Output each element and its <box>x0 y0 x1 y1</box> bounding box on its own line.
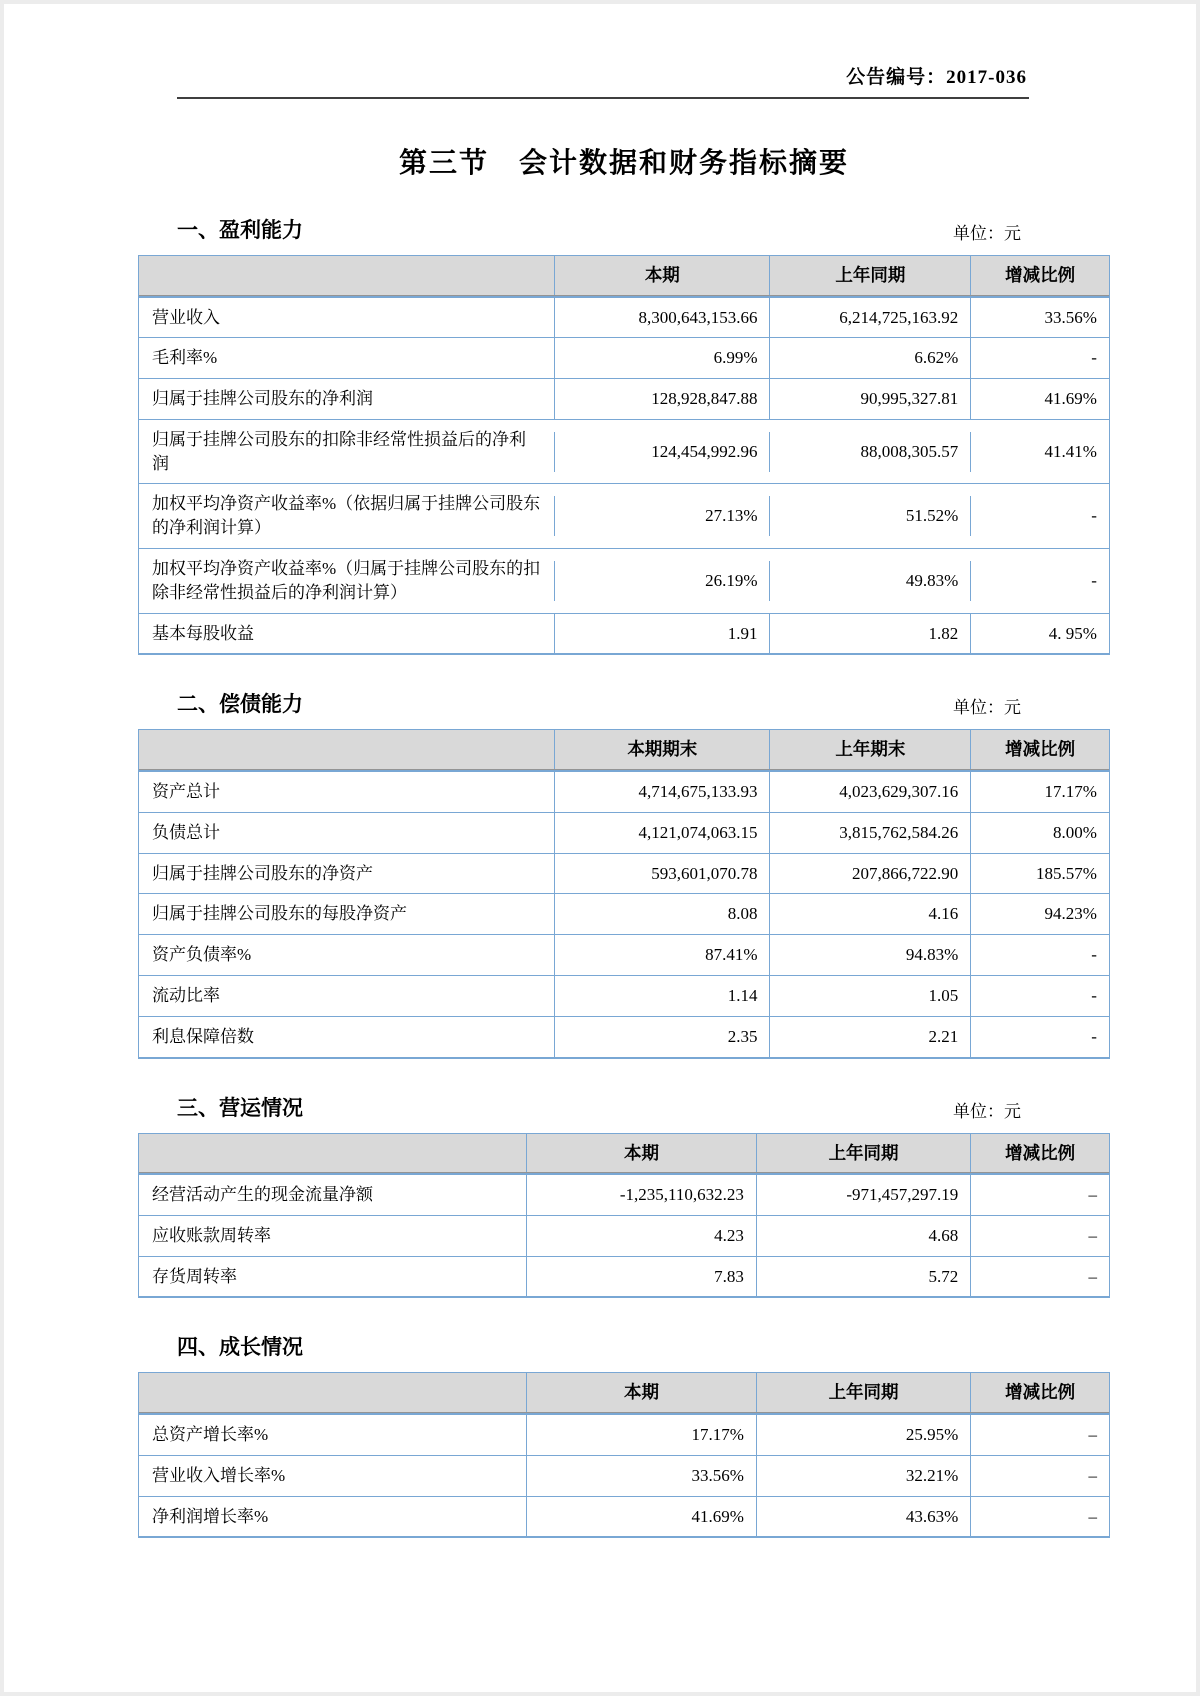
financial-section <box>138 688 1110 1058</box>
table-row <box>139 337 1109 378</box>
value-current: 17.17% <box>526 1415 756 1455</box>
value-change: - <box>970 561 1109 601</box>
unit-label: 单位：元 <box>953 698 1021 718</box>
table-header-row <box>139 256 1109 296</box>
financial-table <box>138 1133 1110 1299</box>
table-row <box>139 1215 1109 1256</box>
row-label: 资产总计 <box>152 781 220 801</box>
row-label: 利息保障倍数 <box>152 1026 254 1046</box>
section-header <box>138 214 1110 244</box>
column-header-blank <box>139 256 554 295</box>
value-current: 4,714,675,133.93 <box>554 772 769 812</box>
value-change: – <box>970 1497 1109 1537</box>
value-prior: 4.16 <box>769 894 970 934</box>
column-header: 增减比例 <box>970 1134 1109 1173</box>
unit-label: 单位：元 <box>953 1101 1021 1121</box>
table-row <box>139 893 1109 934</box>
value-prior: -971,457,297.19 <box>756 1175 970 1215</box>
table-row <box>139 483 1109 548</box>
table-row <box>139 378 1109 419</box>
financial-table <box>138 1372 1110 1538</box>
value-current: 8,300,643,153.66 <box>554 298 769 338</box>
section-header <box>138 688 1110 718</box>
section-heading: 二、偿债能力 <box>177 693 303 717</box>
row-label: 毛利率% <box>152 348 218 368</box>
row-label: 归属于挂牌公司股东的每股净资产 <box>152 904 407 924</box>
value-prior: 49.83% <box>769 561 970 601</box>
financial-table <box>138 729 1110 1058</box>
table-row <box>139 770 1109 812</box>
row-label: 总资产增长率% <box>152 1424 269 1444</box>
row-label: 归属于挂牌公司股东的扣除非经常性损益后的净利润 <box>152 429 526 473</box>
value-current: 8.08 <box>554 894 769 934</box>
row-label: 加权平均净资产收益率%（归属于挂牌公司股东的扣除非经常性损益后的净利润计算） <box>152 559 541 602</box>
row-label: 营业收入 <box>152 307 220 327</box>
table-body <box>139 770 1109 1057</box>
row-label: 经营活动产生的现金流量净额 <box>152 1185 373 1205</box>
table-row <box>139 548 1109 613</box>
table-row <box>139 419 1109 484</box>
value-change: - <box>970 976 1109 1016</box>
value-change: – <box>970 1456 1109 1496</box>
table-row <box>139 1173 1109 1215</box>
row-label: 存货周转率 <box>152 1266 237 1286</box>
value-prior: 25.95% <box>756 1415 970 1455</box>
column-header: 增减比例 <box>970 1373 1109 1412</box>
table-row <box>139 613 1109 654</box>
table-row <box>139 812 1109 853</box>
section-header <box>138 1331 1110 1361</box>
value-change: 41.69% <box>970 379 1109 419</box>
value-current: 2.35 <box>554 1017 769 1057</box>
value-prior: 3,815,762,584.26 <box>769 813 970 853</box>
table-body <box>139 1173 1109 1296</box>
column-header: 本期 <box>554 256 769 295</box>
row-label: 负债总计 <box>152 822 220 842</box>
table-header-row <box>139 1134 1109 1174</box>
sections <box>138 214 1110 1538</box>
value-current: 7.83 <box>526 1257 756 1297</box>
value-prior: 94.83% <box>769 935 970 975</box>
row-label: 加权平均净资产收益率%（依据归属于挂牌公司股东的净利润计算） <box>152 494 541 538</box>
table-row <box>139 853 1109 894</box>
value-prior: 6,214,725,163.92 <box>769 298 970 338</box>
value-prior: 2.21 <box>769 1017 970 1057</box>
section-header <box>138 1092 1110 1122</box>
value-current: 1.14 <box>554 976 769 1016</box>
column-header: 上年同期 <box>769 256 970 295</box>
value-change: 41.41% <box>970 432 1109 472</box>
value-prior: 5.72 <box>756 1257 970 1297</box>
table-row <box>139 1016 1109 1057</box>
value-change: - <box>970 1017 1109 1057</box>
value-change: 185.57% <box>970 854 1109 894</box>
row-label: 净利润增长率% <box>152 1506 269 1526</box>
value-change: 17.17% <box>970 772 1109 812</box>
value-prior: 32.21% <box>756 1456 970 1496</box>
table-row <box>139 1413 1109 1455</box>
row-label: 应收账款周转率 <box>152 1225 271 1245</box>
table-body <box>139 296 1109 654</box>
table-header-row <box>139 730 1109 770</box>
value-change: 8.00% <box>970 813 1109 853</box>
value-current: 4.23 <box>526 1216 756 1256</box>
value-current: 1.91 <box>554 614 769 654</box>
column-header: 增减比例 <box>970 730 1109 769</box>
value-current: 33.56% <box>526 1456 756 1496</box>
financial-section <box>138 214 1110 655</box>
header-rule <box>177 97 1029 99</box>
financial-section <box>138 1331 1110 1538</box>
table-header-row <box>139 1373 1109 1413</box>
value-prior: 51.52% <box>769 496 970 536</box>
value-prior: 43.63% <box>756 1497 970 1537</box>
column-header-blank <box>139 730 554 769</box>
value-change: 4. 95% <box>970 614 1109 654</box>
column-header: 增减比例 <box>970 256 1109 295</box>
table-row <box>139 934 1109 975</box>
row-label: 归属于挂牌公司股东的净资产 <box>152 863 373 883</box>
value-prior: 90,995,327.81 <box>769 379 970 419</box>
value-change: – <box>970 1415 1109 1455</box>
value-prior: 1.05 <box>769 976 970 1016</box>
row-label: 基本每股收益 <box>152 623 254 643</box>
column-header: 本期期末 <box>554 730 769 769</box>
value-prior: 88,008,305.57 <box>769 432 970 472</box>
row-label: 流动比率 <box>152 985 220 1005</box>
column-header: 本期 <box>526 1134 756 1173</box>
value-change: 33.56% <box>970 298 1109 338</box>
table-body <box>139 1413 1109 1536</box>
column-header: 上年同期 <box>756 1134 970 1173</box>
value-current: 87.41% <box>554 935 769 975</box>
column-header: 本期 <box>526 1373 756 1412</box>
value-current: 26.19% <box>554 561 769 601</box>
row-label: 归属于挂牌公司股东的净利润 <box>152 389 373 409</box>
column-header-blank <box>139 1373 526 1412</box>
value-change: – <box>970 1175 1109 1215</box>
financial-section <box>138 1092 1110 1299</box>
row-label: 资产负债率% <box>152 945 252 965</box>
value-prior: 4.68 <box>756 1216 970 1256</box>
unit-label: 单位：元 <box>953 224 1021 243</box>
financial-table <box>138 255 1110 655</box>
value-change: - <box>970 496 1109 536</box>
value-current: -1,235,110,632.23 <box>526 1175 756 1215</box>
value-current: 41.69% <box>526 1497 756 1537</box>
value-current: 4,121,074,063.15 <box>554 813 769 853</box>
table-row <box>139 1496 1109 1537</box>
row-label: 营业收入增长率% <box>152 1465 286 1485</box>
section-heading: 四、成长情况 <box>177 1336 303 1360</box>
value-prior: 207,866,722.90 <box>769 854 970 894</box>
table-row <box>139 1256 1109 1297</box>
value-current: 6.99% <box>554 338 769 378</box>
table-row <box>139 296 1109 338</box>
section-heading: 一、盈利能力 <box>177 219 303 242</box>
value-change: – <box>970 1257 1109 1297</box>
column-header: 上年期末 <box>769 730 970 769</box>
section-heading: 三、营运情况 <box>177 1096 303 1120</box>
value-prior: 1.82 <box>769 614 970 654</box>
value-current: 128,928,847.88 <box>554 379 769 419</box>
announcement-number: 公告编号：2017-036 <box>846 67 1027 88</box>
value-change: – <box>970 1216 1109 1256</box>
value-change: 94.23% <box>970 894 1109 934</box>
table-row <box>139 1455 1109 1496</box>
value-current: 27.13% <box>554 496 769 536</box>
value-current: 593,601,070.78 <box>554 854 769 894</box>
column-header-blank <box>139 1134 526 1173</box>
page-title: 第三节 会计数据和财务指标摘要 <box>398 147 849 178</box>
value-prior: 4,023,629,307.16 <box>769 772 970 812</box>
column-header: 上年同期 <box>756 1373 970 1412</box>
value-current: 124,454,992.96 <box>554 432 769 472</box>
table-row <box>139 975 1109 1016</box>
value-change: - <box>970 338 1109 378</box>
value-change: - <box>970 935 1109 975</box>
value-prior: 6.62% <box>769 338 970 378</box>
